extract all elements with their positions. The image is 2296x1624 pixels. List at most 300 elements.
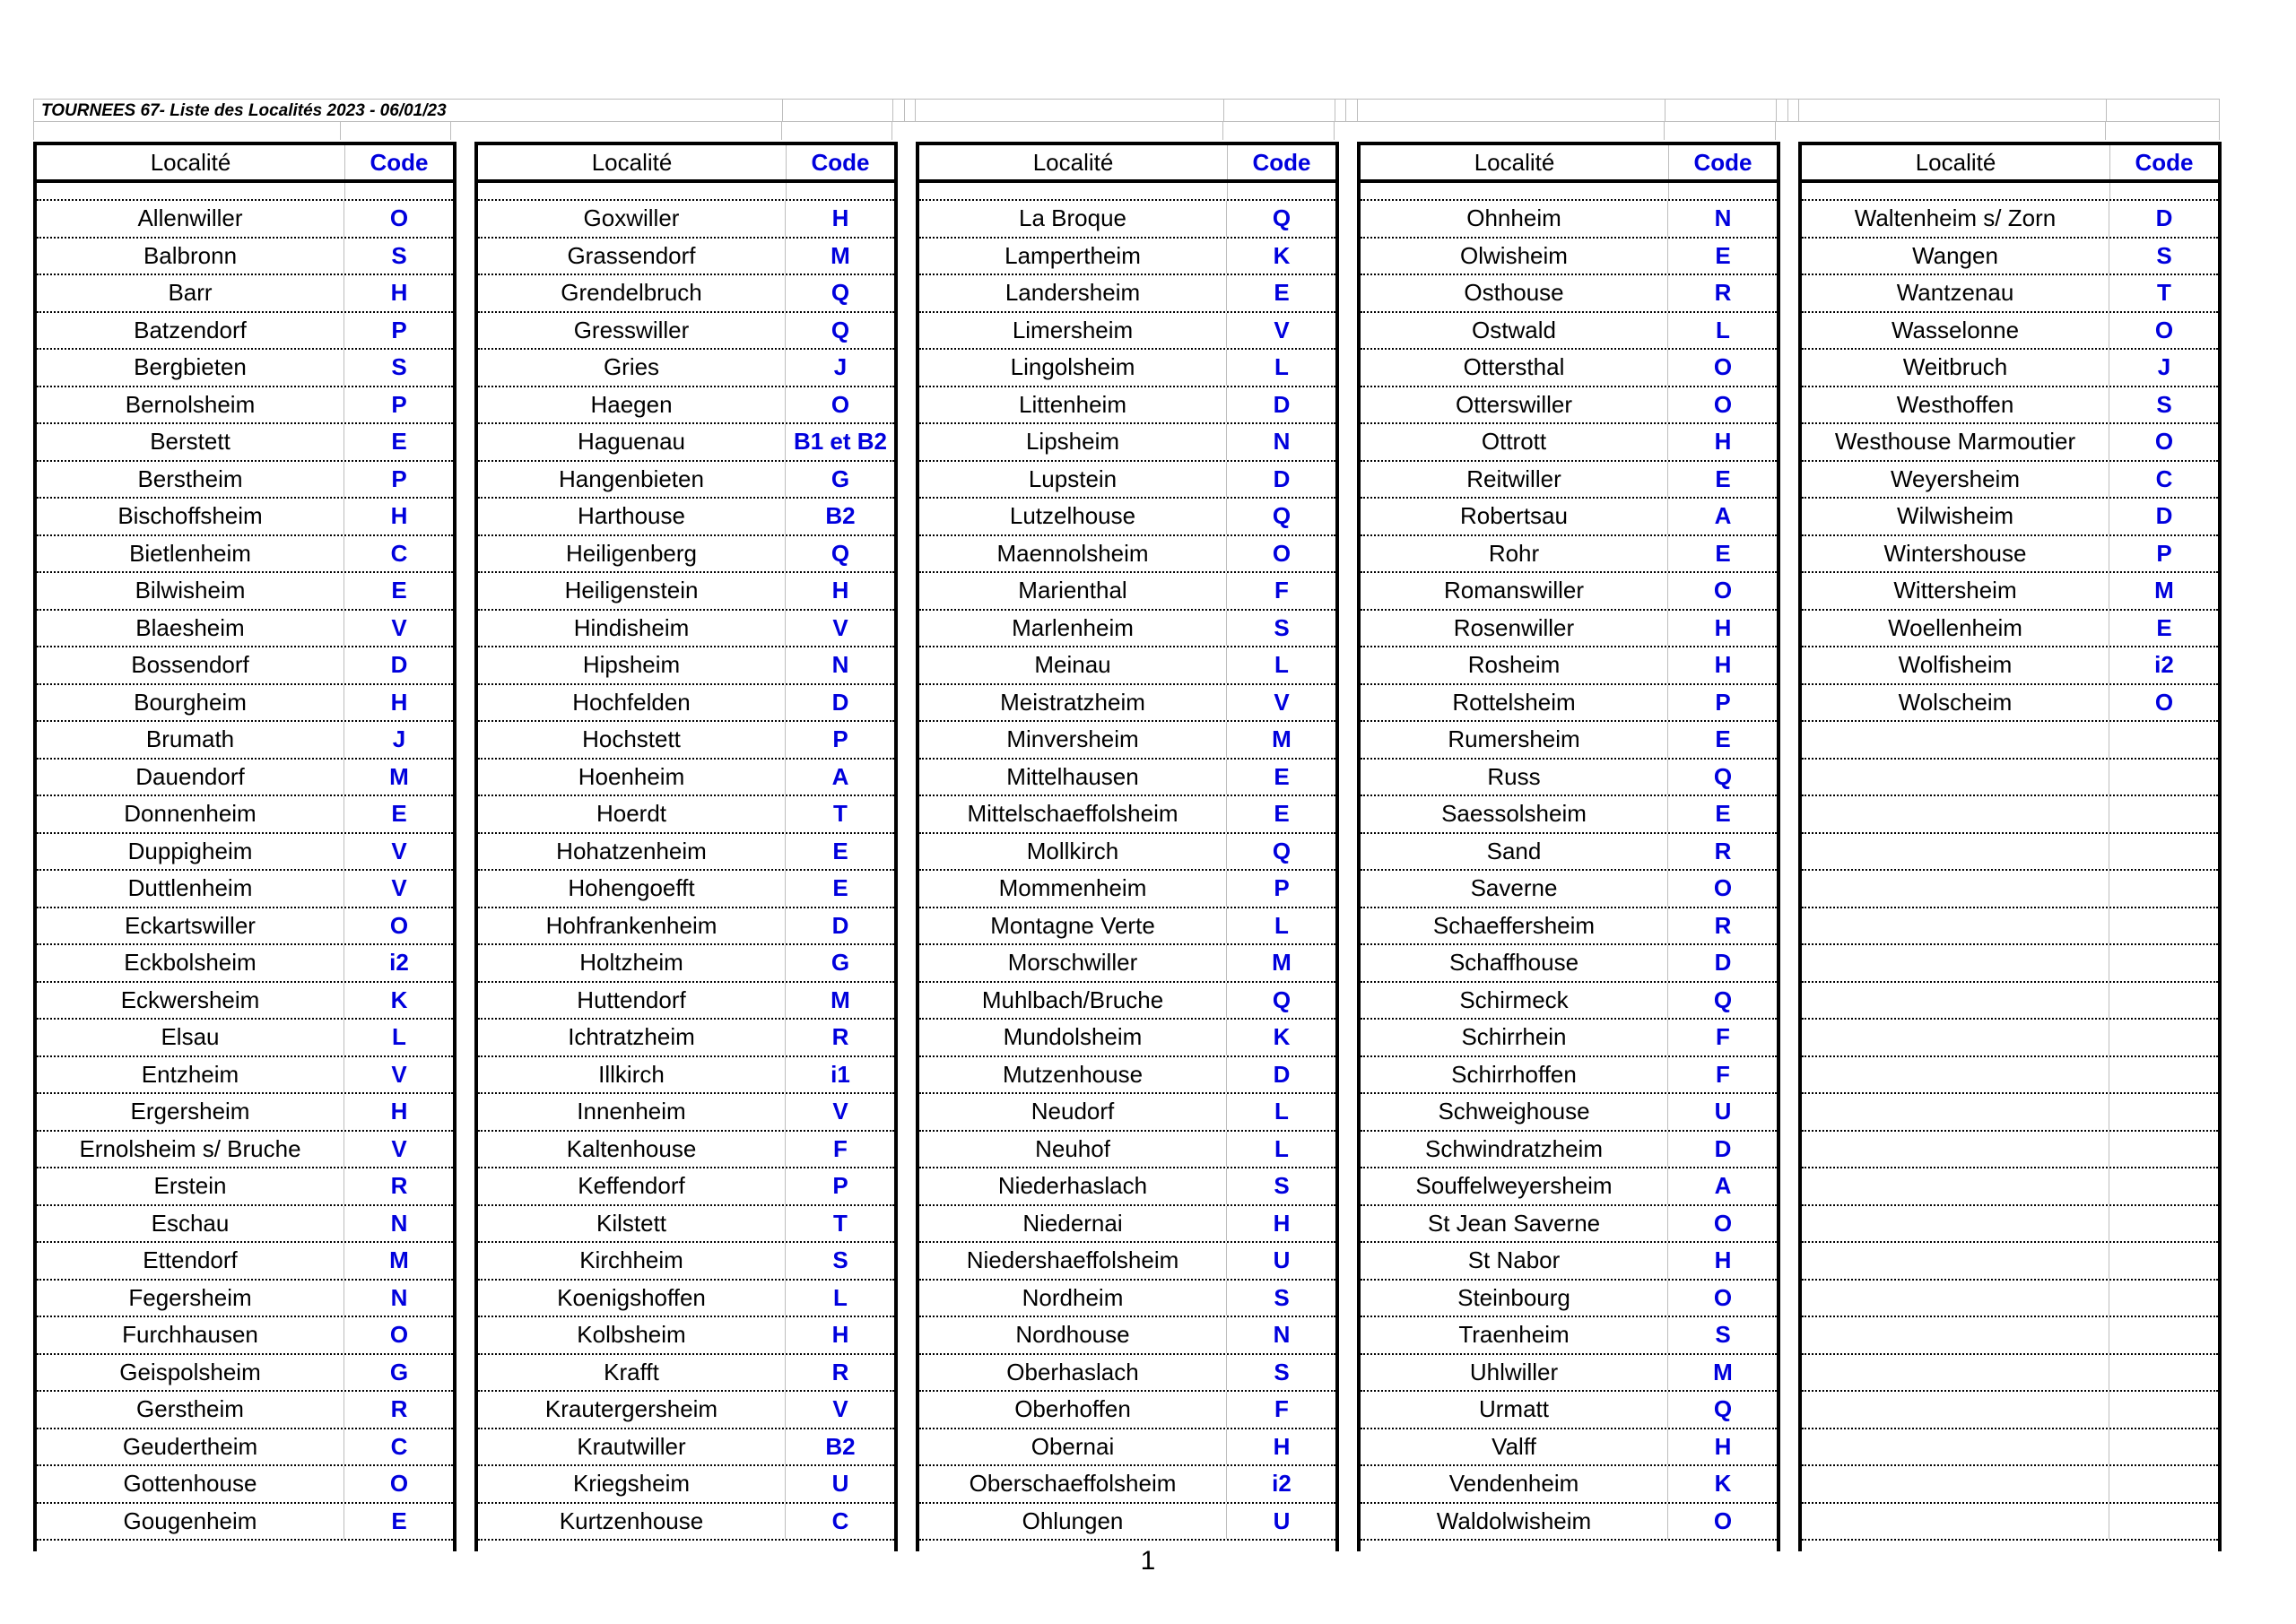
code-cell: V: [1274, 316, 1290, 343]
table-row: [1802, 1206, 2218, 1244]
locality-cell: Hochstett: [478, 722, 786, 758]
table-row: [1802, 1504, 2218, 1541]
locality-rows: [1361, 201, 1777, 1541]
table-row: [37, 834, 453, 872]
locality-cell: Valff: [1361, 1429, 1668, 1465]
table-row: [1802, 1355, 2218, 1393]
table-row: [478, 1281, 894, 1318]
locality-cell: Hohfrankenheim: [478, 908, 786, 944]
code-cell: P: [1274, 874, 1290, 901]
code-cell: P: [391, 316, 407, 343]
locality-cell: Ergersheim: [37, 1094, 344, 1130]
locality-cell: Muhlbach/Bruche: [919, 983, 1227, 1019]
locality-cell: [1802, 834, 2109, 870]
locality-cell: Weitbruch: [1802, 350, 2109, 386]
code-cell: Q: [1272, 502, 1292, 529]
code-cell: [2110, 1057, 2218, 1093]
locality-cell: Littenheim: [919, 387, 1227, 423]
code-cell: H: [1714, 428, 1732, 455]
code-cell: O: [831, 390, 850, 418]
code-cell: H: [1714, 1246, 1732, 1273]
code-cell: O: [1713, 390, 1733, 418]
locality-cell: Niederhaslach: [919, 1168, 1227, 1204]
code-cell: P: [832, 725, 848, 752]
code-cell: K: [1714, 1470, 1732, 1497]
code-cell: S: [391, 241, 407, 269]
locality-cell: Hoerdt: [478, 796, 786, 832]
locality-column-5: [1798, 142, 2222, 1551]
locality-cell: Wasselonne: [1802, 313, 2109, 349]
table-row: [1802, 573, 2218, 611]
table-row: [1802, 499, 2218, 536]
locality-cell: Otterswiller: [1361, 387, 1668, 423]
locality-cell: Eckartswiller: [37, 908, 344, 944]
locality-cell: Romanswiller: [1361, 573, 1668, 609]
table-row: [478, 1020, 894, 1057]
title-row: [33, 99, 2220, 122]
header-code: Code: [2135, 149, 2194, 176]
code-cell: D: [2155, 502, 2173, 529]
code-cell: Q: [831, 279, 850, 306]
code-cell: J: [2157, 353, 2171, 380]
table-row: [919, 462, 1335, 499]
locality-cell: Haguenau: [478, 424, 786, 460]
locality-cell: Bergbieten: [37, 350, 344, 386]
table-row: [1361, 201, 1777, 239]
table-row: [478, 313, 894, 351]
code-cell: D: [1273, 1060, 1291, 1088]
table-row: [1802, 760, 2218, 797]
table-row: [37, 1206, 453, 1244]
code-cell: [2110, 1317, 2218, 1353]
code-cell: L: [1274, 1098, 1289, 1125]
table-row: [478, 1466, 894, 1504]
locality-cell: Wintershouse: [1802, 536, 2109, 572]
locality-cell: Elsau: [37, 1020, 344, 1055]
code-cell: [2110, 760, 2218, 795]
code-cell: O: [1713, 577, 1733, 604]
table-row: [919, 313, 1335, 351]
code-cell: S: [2156, 241, 2172, 269]
code-cell: E: [391, 800, 407, 827]
table-row: [1802, 1429, 2218, 1467]
locality-cell: Harthouse: [478, 499, 786, 534]
table-row: [919, 611, 1335, 648]
code-cell: [2110, 1094, 2218, 1130]
locality-cell: Lutzelhouse: [919, 499, 1227, 534]
table-row: [919, 536, 1335, 574]
table-row: [1802, 945, 2218, 983]
locality-cell: Hohengoefft: [478, 871, 786, 907]
locality-cell: Urmatt: [1361, 1392, 1668, 1428]
locality-cell: Neudorf: [919, 1094, 1227, 1130]
locality-cell: Marlenheim: [919, 611, 1227, 647]
table-row: [1361, 871, 1777, 908]
locality-cell: Niedernai: [919, 1206, 1227, 1242]
table-row: [919, 1057, 1335, 1095]
code-cell: D: [390, 651, 408, 678]
locality-cell: Rosheim: [1361, 647, 1668, 683]
code-cell: H: [1714, 1432, 1732, 1460]
code-cell: D: [1273, 390, 1291, 418]
code-cell: Q: [1272, 986, 1292, 1013]
table-row: [1361, 1392, 1777, 1429]
code-cell: T: [2157, 279, 2171, 306]
table-row: [919, 387, 1335, 425]
table-row: [1361, 499, 1777, 536]
table-row: [37, 499, 453, 536]
code-cell: O: [2154, 316, 2174, 343]
table-row: [37, 1429, 453, 1467]
table-row: [478, 1243, 894, 1281]
code-cell: E: [391, 1507, 407, 1534]
locality-cell: Hipsheim: [478, 647, 786, 683]
code-cell: R: [1714, 837, 1732, 864]
table-row: [37, 573, 453, 611]
code-cell: H: [390, 1098, 408, 1125]
code-cell: L: [1274, 651, 1289, 678]
locality-cell: Bilwisheim: [37, 573, 344, 609]
table-row: [1361, 1020, 1777, 1057]
code-cell: L: [1274, 911, 1289, 939]
table-row: [919, 201, 1335, 239]
table-row: [1802, 1057, 2218, 1095]
table-row: [37, 275, 453, 313]
code-cell: O: [1272, 539, 1292, 567]
table-row: [37, 1132, 453, 1169]
table-row: [1361, 536, 1777, 574]
table-row: [37, 462, 453, 499]
code-cell: V: [391, 1134, 407, 1162]
code-cell: S: [391, 353, 407, 380]
code-cell: O: [2154, 688, 2174, 716]
locality-cell: Huttendorf: [478, 983, 786, 1019]
code-cell: M: [1272, 949, 1292, 976]
locality-cell: [1802, 908, 2109, 944]
table-row: [919, 573, 1335, 611]
code-cell: V: [391, 613, 407, 641]
locality-cell: [1802, 945, 2109, 981]
table-row: [1802, 239, 2218, 276]
code-cell: G: [831, 949, 850, 976]
code-cell: E: [1274, 762, 1290, 790]
code-cell: [2110, 1504, 2218, 1540]
table-row: [919, 945, 1335, 983]
locality-cell: Blaesheim: [37, 611, 344, 647]
locality-cell: Ohnheim: [1361, 201, 1668, 237]
header-locality: Localité: [1361, 145, 1669, 179]
code-cell: R: [1714, 911, 1732, 939]
locality-cell: Schirrhoffen: [1361, 1057, 1668, 1093]
table-row: [1361, 1243, 1777, 1281]
code-cell: F: [1274, 577, 1289, 604]
table-row: [478, 387, 894, 425]
locality-cell: [1802, 1094, 2109, 1130]
table-row: [1361, 722, 1777, 760]
table-row: [919, 1355, 1335, 1393]
header-spacer: [1802, 183, 2218, 201]
locality-cell: Eckbolsheim: [37, 945, 344, 981]
locality-cell: [1802, 1057, 2109, 1093]
code-cell: S: [1274, 1172, 1290, 1199]
locality-cell: Oberschaeffolsheim: [919, 1466, 1227, 1502]
column-header: [1361, 142, 1777, 183]
code-cell: K: [1273, 1023, 1291, 1050]
code-cell: V: [391, 874, 407, 901]
table-row: [1361, 313, 1777, 351]
code-cell: O: [389, 911, 409, 939]
table-row: [478, 1429, 894, 1467]
code-cell: Q: [831, 539, 850, 567]
locality-cell: Sand: [1361, 834, 1668, 870]
header-code: Code: [1693, 149, 1752, 176]
table-row: [1361, 1355, 1777, 1393]
code-cell: V: [391, 837, 407, 864]
table-row: [1361, 1057, 1777, 1095]
locality-cell: Holtzheim: [478, 945, 786, 981]
locality-cell: Landersheim: [919, 275, 1227, 311]
code-cell: O: [1713, 1283, 1733, 1311]
table-row: [1361, 275, 1777, 313]
code-cell: T: [833, 800, 848, 827]
code-cell: V: [832, 613, 848, 641]
code-cell: K: [1273, 241, 1291, 269]
code-cell: R: [831, 1358, 849, 1385]
code-cell: E: [1715, 241, 1731, 269]
code-cell: V: [832, 1098, 848, 1125]
table-row: [1361, 796, 1777, 834]
locality-cell: Donnenheim: [37, 796, 344, 832]
code-cell: [2110, 796, 2218, 832]
code-cell: U: [1714, 1098, 1732, 1125]
locality-column-2: [474, 142, 898, 1551]
locality-cell: Steinbourg: [1361, 1281, 1668, 1316]
table-row: [1361, 387, 1777, 425]
code-cell: [2110, 1392, 2218, 1428]
locality-column-3: [916, 142, 1339, 1551]
code-cell: B1 et B2: [793, 428, 888, 455]
table-row: [478, 573, 894, 611]
locality-cell: Ostwald: [1361, 313, 1668, 349]
header-code: Code: [370, 149, 429, 176]
table-row: [1802, 1243, 2218, 1281]
code-cell: H: [390, 688, 408, 716]
table-row: [1802, 871, 2218, 908]
table-row: [1802, 1132, 2218, 1169]
locality-cell: Ichtratzheim: [478, 1020, 786, 1055]
code-cell: G: [831, 465, 850, 492]
column-header: [919, 142, 1335, 183]
locality-cell: Ernolsheim s/ Bruche: [37, 1132, 344, 1168]
locality-cell: Nordheim: [919, 1281, 1227, 1316]
code-cell: L: [1716, 316, 1730, 343]
code-cell: O: [2154, 428, 2174, 455]
locality-cell: [1802, 1020, 2109, 1055]
locality-cell: Neuhof: [919, 1132, 1227, 1168]
locality-cell: Gries: [478, 350, 786, 386]
table-row: [478, 945, 894, 983]
code-cell: [2110, 834, 2218, 870]
locality-cell: Mommenheim: [919, 871, 1227, 907]
locality-cell: Uhlwiller: [1361, 1355, 1668, 1391]
table-row: [919, 871, 1335, 908]
table-row: [1802, 611, 2218, 648]
code-cell: U: [1273, 1507, 1291, 1534]
table-row: [919, 1317, 1335, 1355]
table-row: [37, 871, 453, 908]
code-cell: F: [833, 1134, 848, 1162]
locality-cell: Dauendorf: [37, 760, 344, 795]
table-row: [1361, 1168, 1777, 1206]
code-cell: M: [1272, 725, 1292, 752]
locality-cell: Meistratzheim: [919, 685, 1227, 721]
table-row: [37, 1355, 453, 1393]
table-row: [919, 1429, 1335, 1467]
table-row: [1802, 1317, 2218, 1355]
locality-cell: Heiligenstein: [478, 573, 786, 609]
table-row: [919, 983, 1335, 1020]
locality-cell: Nordhouse: [919, 1317, 1227, 1353]
code-cell: P: [1715, 688, 1731, 716]
table-row: [1802, 1094, 2218, 1132]
locality-cell: [1802, 1243, 2109, 1279]
code-cell: M: [389, 762, 409, 790]
table-row: [919, 499, 1335, 536]
code-cell: A: [831, 762, 849, 790]
code-cell: i2: [1272, 1470, 1292, 1497]
code-cell: O: [1713, 1209, 1733, 1237]
code-cell: O: [389, 1470, 409, 1497]
locality-rows: [37, 201, 453, 1541]
code-cell: H: [831, 577, 849, 604]
locality-cell: [1802, 1504, 2109, 1540]
code-cell: A: [1714, 502, 1732, 529]
table-row: [1802, 387, 2218, 425]
locality-cell: Wolscheim: [1802, 685, 2109, 721]
table-row: [478, 983, 894, 1020]
code-cell: U: [831, 1470, 849, 1497]
table-row: [478, 350, 894, 387]
locality-cell: Kirchheim: [478, 1243, 786, 1279]
code-cell: S: [1274, 613, 1290, 641]
table-row: [1361, 834, 1777, 872]
locality-cell: Barr: [37, 275, 344, 311]
table-row: [1802, 722, 2218, 760]
code-cell: M: [831, 241, 850, 269]
table-row: [1361, 1132, 1777, 1169]
code-cell: H: [1273, 1209, 1291, 1237]
code-cell: U: [1273, 1246, 1291, 1273]
locality-cell: [1802, 983, 2109, 1019]
code-cell: F: [1716, 1023, 1730, 1050]
code-cell: [2110, 722, 2218, 758]
locality-cell: Weyersheim: [1802, 462, 2109, 498]
locality-cell: Vendenheim: [1361, 1466, 1668, 1502]
table-row: [478, 722, 894, 760]
code-cell: S: [1274, 1283, 1290, 1311]
locality-cell: Furchhausen: [37, 1317, 344, 1353]
code-cell: L: [1274, 1134, 1289, 1162]
code-cell: T: [833, 1209, 848, 1237]
locality-cell: Entzheim: [37, 1057, 344, 1093]
table-row: [37, 313, 453, 351]
code-cell: O: [1713, 353, 1733, 380]
table-row: [1361, 1281, 1777, 1318]
code-cell: N: [390, 1209, 408, 1237]
locality-cell: Saverne: [1361, 871, 1668, 907]
code-cell: i2: [389, 949, 409, 976]
table-row: [37, 536, 453, 574]
code-cell: V: [1274, 688, 1290, 716]
table-row: [37, 1392, 453, 1429]
table-row: [1802, 647, 2218, 685]
table-row: [1361, 760, 1777, 797]
table-row: [37, 685, 453, 723]
locality-cell: Schweighouse: [1361, 1094, 1668, 1130]
locality-cell: Waltenheim s/ Zorn: [1802, 201, 2109, 237]
locality-cell: Illkirch: [478, 1057, 786, 1093]
table-row: [919, 685, 1335, 723]
locality-cell: Westhouse Marmoutier: [1802, 424, 2109, 460]
table-row: [478, 760, 894, 797]
locality-cell: Eschau: [37, 1206, 344, 1242]
table-row: [919, 1094, 1335, 1132]
code-cell: V: [391, 1060, 407, 1088]
table-row: [478, 1168, 894, 1206]
table-row: [37, 1504, 453, 1541]
locality-cell: Bossendorf: [37, 647, 344, 683]
table-row: [478, 908, 894, 946]
code-cell: P: [832, 1172, 848, 1199]
table-row: [1361, 1206, 1777, 1244]
locality-cell: Schaeffersheim: [1361, 908, 1668, 944]
locality-cell: Obernai: [919, 1429, 1227, 1465]
locality-cell: Schirrhein: [1361, 1020, 1668, 1055]
code-cell: V: [832, 1395, 848, 1422]
locality-cell: Souffelweyersheim: [1361, 1168, 1668, 1204]
table-row: [1802, 1168, 2218, 1206]
locality-cell: Batzendorf: [37, 313, 344, 349]
table-row: [1802, 313, 2218, 351]
locality-cell: Hoenheim: [478, 760, 786, 795]
table-row: [478, 871, 894, 908]
header-locality: Localité: [919, 145, 1228, 179]
locality-cell: Osthouse: [1361, 275, 1668, 311]
code-cell: E: [1274, 279, 1290, 306]
locality-cell: [1802, 1281, 2109, 1316]
table-row: [1802, 1281, 2218, 1318]
locality-cell: Kilstett: [478, 1206, 786, 1242]
locality-cell: Woellenheim: [1802, 611, 2109, 647]
locality-cell: St Jean Saverne: [1361, 1206, 1668, 1242]
code-cell: [2110, 1355, 2218, 1391]
table-row: [919, 239, 1335, 276]
code-cell: i1: [831, 1060, 850, 1088]
locality-column-4: [1357, 142, 1780, 1551]
locality-cell: Montagne Verte: [919, 908, 1227, 944]
table-row: [1361, 983, 1777, 1020]
table-row: [478, 1132, 894, 1169]
code-cell: P: [2156, 539, 2172, 567]
table-row: [919, 1281, 1335, 1318]
locality-cell: Heiligenberg: [478, 536, 786, 572]
code-cell: [2110, 1466, 2218, 1502]
code-cell: E: [391, 428, 407, 455]
code-cell: B2: [825, 502, 856, 529]
locality-cell: Kolbsheim: [478, 1317, 786, 1353]
table-row: [37, 908, 453, 946]
table-row: [919, 1168, 1335, 1206]
